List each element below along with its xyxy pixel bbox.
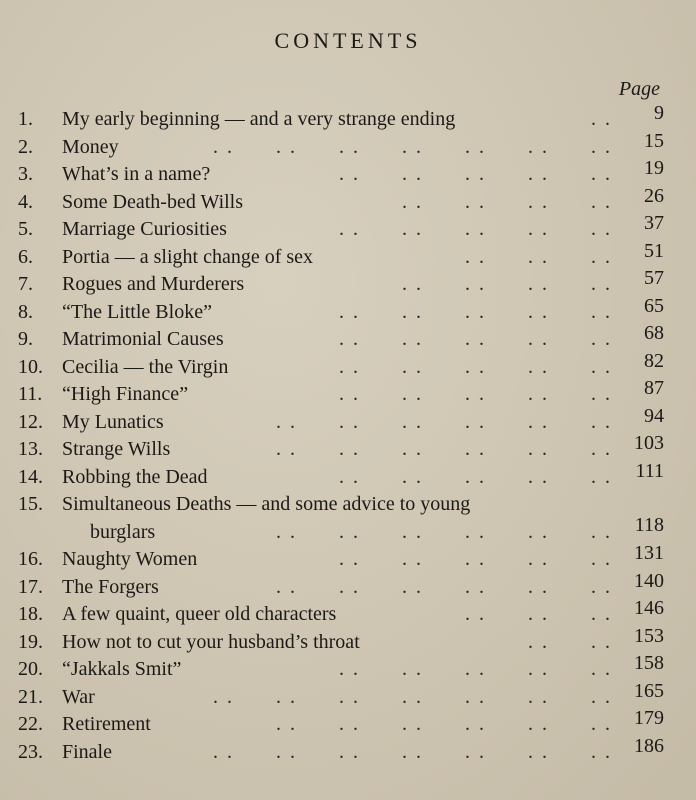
toc-entry	[18, 459, 664, 492]
entry-number: 10.	[18, 355, 43, 378]
entry-number: 18.	[18, 603, 43, 625]
page-column-header: Page	[618, 78, 660, 100]
entry-page-number: 94	[644, 404, 664, 427]
entry-number: 7.	[18, 273, 33, 295]
page-title: CONTENTS	[274, 28, 422, 53]
entry-title: Matrimonial Causes	[62, 328, 224, 350]
entry-page-number: 57	[644, 267, 664, 289]
toc-entry	[18, 597, 664, 629]
entry-page-number: 65	[644, 294, 664, 317]
leader-dots: . . . . . . . . . .	[339, 658, 612, 680]
entry-title: Marriage Curiosities	[62, 218, 227, 240]
entry-title: Naughty Women	[62, 548, 198, 570]
entry-page-number: 9	[654, 102, 664, 124]
toc-entry	[18, 491, 664, 546]
entry-page-number: 68	[644, 322, 664, 344]
leader-dots: . . . . . . . . . . . . . .	[213, 740, 612, 763]
entry-page-number: 131	[634, 542, 664, 564]
toc-entry	[18, 322, 664, 354]
entry-page-number: 165	[634, 679, 664, 702]
toc-entry	[18, 129, 664, 162]
entry-page-number: 158	[634, 652, 664, 674]
entry-page-number: 51	[644, 239, 664, 262]
entry-number: 22.	[18, 713, 43, 735]
toc-entry	[18, 542, 664, 574]
leader-dots: . . . . . . . . . .	[339, 383, 612, 405]
leader-dots: . . . . . . . . . . . .	[276, 575, 612, 598]
leader-dots: . . . . . .	[465, 603, 612, 625]
toc-entry	[18, 267, 664, 299]
entry-page-number: 111	[635, 459, 664, 482]
toc-entry	[18, 707, 664, 739]
entry-number: 14.	[18, 465, 43, 488]
toc-entry	[18, 102, 664, 134]
entry-number: 1.	[18, 108, 33, 130]
entry-number: 19.	[18, 630, 43, 653]
leader-dots: . . . . . . . . . .	[339, 300, 612, 323]
entry-title: Robbing the Dead	[62, 465, 208, 488]
entry-number: 11.	[18, 383, 43, 405]
entry-number: 6.	[18, 245, 33, 268]
toc-entry	[18, 294, 664, 327]
entry-page-number: 26	[644, 184, 664, 207]
leader-dots: . . . . . . . .	[402, 190, 612, 213]
entry-number: 23.	[18, 740, 43, 763]
entry-title: “Jakkals Smit”	[62, 658, 182, 680]
entry-title: “High Finance”	[62, 383, 189, 405]
leader-dots: . . . . . . . . . . . . . .	[213, 685, 612, 708]
toc-entry	[18, 239, 664, 272]
entry-title: A few quaint, queer old characters	[62, 603, 337, 625]
entry-page-number: 15	[644, 129, 664, 152]
entry-page-number: 37	[644, 212, 664, 234]
table-of-contents	[18, 102, 664, 766]
toc-entry	[18, 679, 664, 712]
entry-page-number: 186	[634, 734, 664, 757]
entry-title-continuation: burglars	[90, 520, 156, 543]
leader-dots: . . . .	[528, 630, 612, 653]
entry-page-number: 146	[634, 597, 664, 619]
entry-title: The Forgers	[62, 575, 159, 598]
leader-dots: . . . . . . . . . . . .	[276, 520, 612, 543]
entry-title: Strange Wills	[62, 438, 171, 460]
leader-dots: . . . . . . . . . . . .	[276, 410, 612, 433]
toc-entry	[18, 652, 664, 684]
entry-title: Finale	[62, 740, 112, 763]
entry-title: Cecilia — the Virgin	[62, 355, 229, 378]
leader-dots: . . . . . . . . . .	[339, 548, 612, 570]
entry-title: My Lunatics	[62, 410, 164, 433]
entry-number: 9.	[18, 328, 33, 350]
leader-dots: . . . . . . . . . . . .	[276, 713, 612, 735]
toc-entry	[18, 734, 664, 767]
entry-title: Retirement	[62, 713, 151, 735]
entry-number: 4.	[18, 190, 33, 213]
toc-entry	[18, 404, 664, 437]
entry-number: 13.	[18, 438, 43, 460]
leader-dots: . . . . . . . .	[402, 273, 612, 295]
entry-title: Simultaneous Deaths — and some advice to young	[62, 493, 471, 515]
leader-dots: . . . . . . . . . .	[339, 163, 612, 185]
leader-dots: . . . . . . . . . . . .	[276, 438, 612, 460]
toc-entry	[18, 624, 664, 657]
entry-page-number: 19	[644, 157, 664, 179]
leader-dots: . . . . . .	[465, 245, 612, 268]
leader-dots: . . . . . . . . . .	[339, 355, 612, 378]
entry-title: How not to cut your husband’s throat	[62, 630, 360, 653]
entry-number: 12.	[18, 410, 43, 433]
toc-entry	[18, 157, 664, 189]
toc-entry	[18, 349, 664, 382]
leader-dots: . . . . . . . . . .	[339, 218, 612, 240]
entry-page-number: 153	[634, 624, 664, 647]
entry-number: 8.	[18, 300, 33, 323]
leader-dots: . .	[591, 108, 612, 130]
entry-page-number: 118	[634, 514, 664, 536]
toc-entry	[18, 212, 664, 244]
toc-entry	[18, 377, 664, 409]
entry-page-number: 140	[634, 569, 664, 592]
entry-number: 5.	[18, 218, 33, 240]
entry-number: 20.	[18, 658, 43, 680]
entry-title: What’s in a name?	[62, 163, 211, 185]
toc-entry	[18, 569, 664, 602]
entry-title: Rogues and Murderers	[62, 273, 245, 295]
entry-title: Some Death-bed Wills	[62, 190, 244, 213]
toc-entry	[18, 184, 664, 217]
entry-page-number: 179	[634, 707, 664, 729]
leader-dots: . . . . . . . . . .	[339, 465, 612, 488]
entry-number: 2.	[18, 135, 33, 158]
entry-title: “The Little Bloke”	[62, 300, 212, 323]
entry-page-number: 103	[634, 432, 664, 454]
entry-number: 21.	[18, 685, 43, 708]
entry-title: My early beginning — and a very strange ending	[62, 108, 456, 130]
entry-page-number: 82	[644, 349, 664, 372]
leader-dots: . . . . . . . . . . . . . .	[213, 135, 612, 158]
entry-page-number: 87	[644, 377, 664, 399]
entry-number: 3.	[18, 163, 33, 185]
entry-number: 16.	[18, 548, 43, 570]
toc-entry	[18, 432, 664, 464]
entry-number: 17.	[18, 575, 43, 598]
entry-title: Money	[62, 135, 119, 158]
entry-number: 15.	[18, 493, 43, 515]
leader-dots: . . . . . . . . . .	[339, 328, 612, 350]
entry-title: Portia — a slight change of sex	[62, 245, 314, 268]
entry-title: War	[62, 685, 95, 708]
